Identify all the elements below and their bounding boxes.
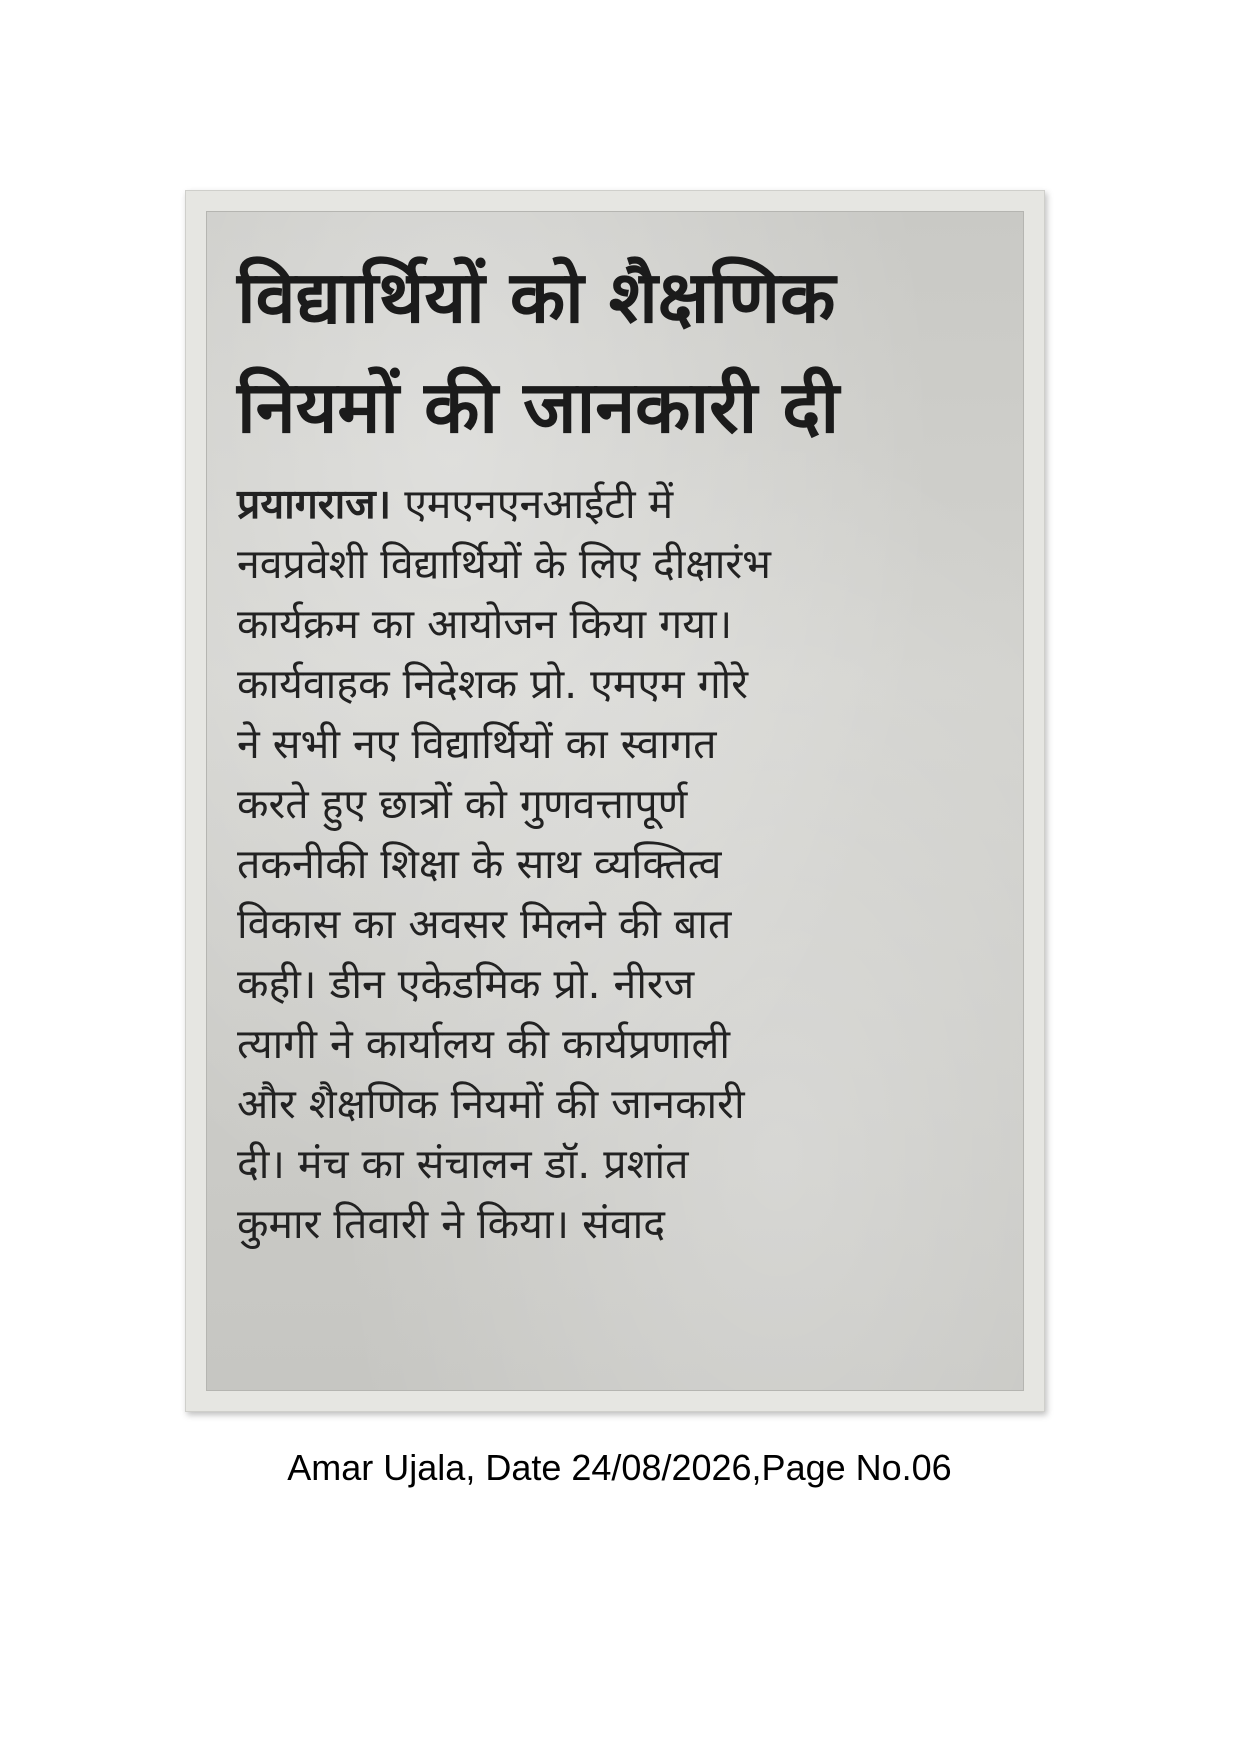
body-line-11: और शैक्षणिक नियमों की जानकारी <box>237 1080 745 1128</box>
source-caption: Amar Ujala, Date 24/08/2026,Page No.06 <box>287 1447 952 1488</box>
headline-line-2: नियमों की जानकारी दी <box>237 365 840 449</box>
newspaper-clipping-frame <box>185 190 1045 1412</box>
body-line-3: कार्यक्रम का आयोजन किया गया। <box>237 600 733 648</box>
body-line-1 <box>237 474 997 534</box>
body-line-6: करते हुए छात्रों को गुणवत्तापूर्ण <box>237 780 688 828</box>
body-line-5: ने सभी नए विद्यार्थियों का स्वागत <box>237 720 717 768</box>
body-line-4: कार्यवाहक निदेशक प्रो. एमएम गोरे <box>237 660 749 708</box>
body-line-13: कुमार तिवारी ने किया। संवाद <box>237 1200 666 1248</box>
article-headline <box>237 242 997 462</box>
body-line-2: नवप्रवेशी विद्यार्थियों के लिए दीक्षारंभ <box>237 540 771 588</box>
newspaper-clipping <box>206 211 1024 1391</box>
body-line-12: दी। मंच का संचालन डॉ. प्रशांत <box>237 1140 689 1188</box>
body-line-8: विकास का अवसर मिलने की बात <box>237 900 732 948</box>
dateline: प्रयागराज। <box>237 480 392 528</box>
headline-line-1: विद्यार्थियों को शैक्षणिक <box>237 255 836 339</box>
body-line-7: तकनीकी शिक्षा के साथ व्यक्तित्व <box>237 840 722 888</box>
body-line-9: कही। डीन एकेडमिक प्रो. नीरज <box>237 960 695 1008</box>
body-line-10: त्यागी ने कार्यालय की कार्यप्रणाली <box>237 1020 730 1068</box>
body-line-1-text: एमएनएनआईटी में <box>391 480 674 528</box>
article-body <box>237 474 997 1254</box>
